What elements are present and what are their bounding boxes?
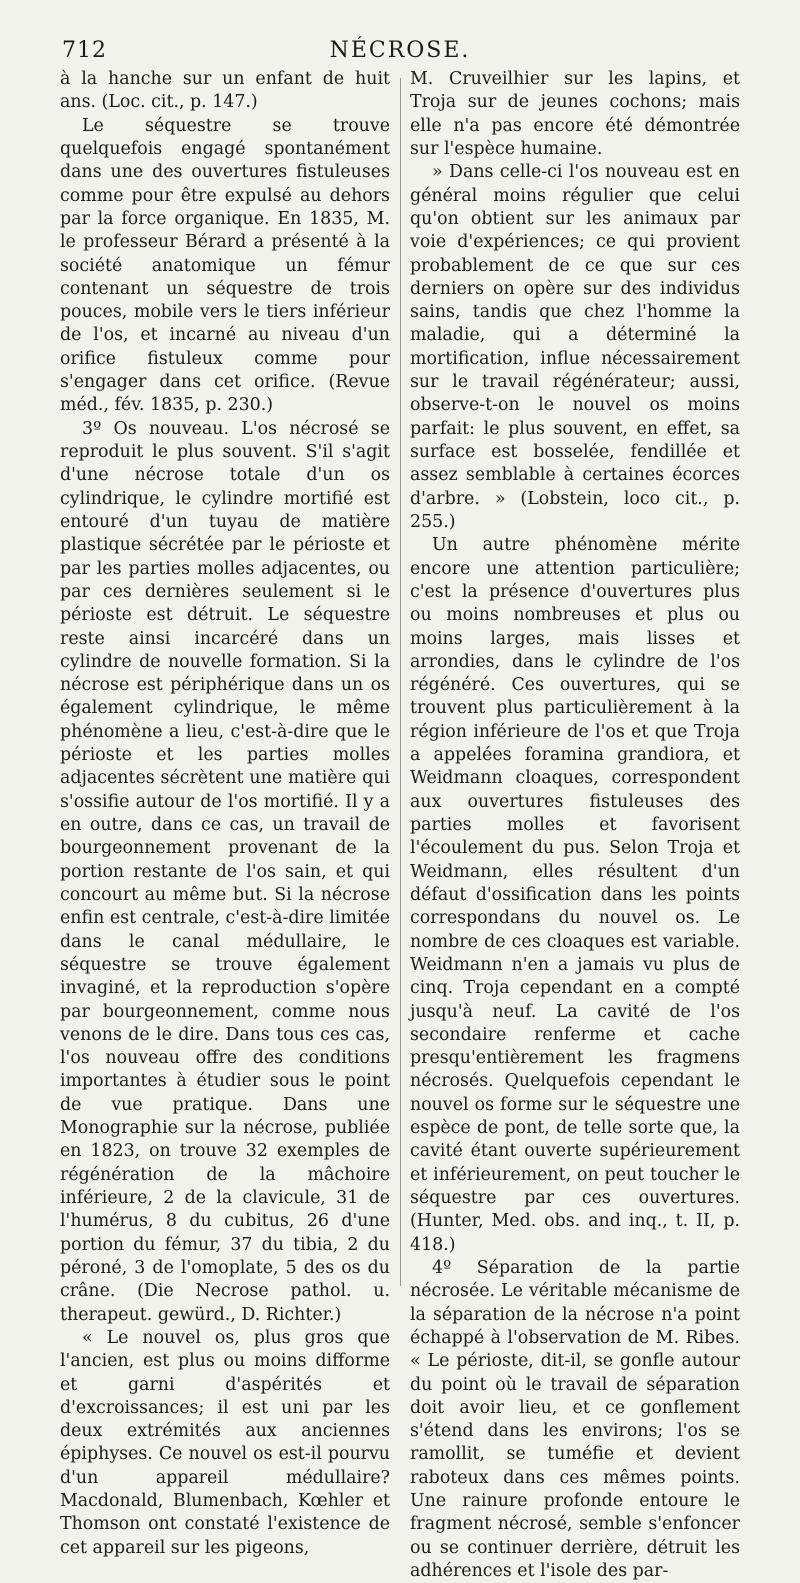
paragraph: Le séquestre se trouve quelquefois engagé spontanément dans une des ouvertures fistuleuses comme pour être expulsé au dehors par la force organique. En 1835, M. le professeur Bérard a présenté à la société anatomique un fémur contenant un séquestre de trois pouces, mobile vers le tiers inférieur de l'os, et incarné au niveau d'un orifice fistuleux comme pour s'engager dans cet orifice. (Revue méd., fév. 1835, p. 230.) <box>60 115 390 416</box>
right-column <box>410 68 740 1583</box>
column-divider <box>400 78 401 1286</box>
page-number: 712 <box>62 38 107 63</box>
running-title: NÉCROSE. <box>329 38 471 63</box>
paragraph: Un autre phénomène mérite encore une attention particulière; c'est la présence d'ouvertures plus ou moins nombreuses et plus ou moins larges, mais lisses et arrondies, dans le cylindre de l'os régénéré. Ces ouvertures, qui se trouvent plus particulièrement à la région inférieure de l'os et que Troja a appelées foramina grandiora, et Weidmann cloaques, correspondent aux ouvertures fistuleuses des parties molles et favorisent l'écoulement du pus. Selon Troja et Weidmann, elles résultent d'un défaut d'ossification dans les points correspondans du nouvel os. Le nombre de ces cloaques est variable. Weidmann n'en a jamais vu plus de cinq. Troja cependant en a compté jusqu'à neuf. La cavité de l'os secondaire renferme et cache presqu'entièrement les fragmens nécrosés. Quelquefois cependant le nouvel os forme sur le séquestre une espèce de pont, de telle sorte que, la cavité étant ouverte supérieurement et inférieurement, on peut toucher le séquestre par ces ouvertures. (Hunter, Med. obs. and inq., t. II, p. 418.) <box>410 535 740 1255</box>
paragraph: » Dans celle-ci l'os nouveau est en général moins régulier que celui qu'on obtient sur les animaux par voie d'expériences; ce qui provient probablement de ce que sur ces derniers on opère sur des individus sains, tandis que chez l'homme la maladie, qui a déterminé la mortification, influe nécessairement sur le travail régénérateur; aussi, observe-t-on le nouvel os moins parfait: le plus souvent, en effet, sa surface est bosselée, fendillée et assez semblable à certaines écorces d'arbre. » (Lobstein, loco cit., p. 255.) <box>410 162 740 532</box>
paragraph: M. Cruveilhier sur les lapins, et Troja sur de jeunes cochons; mais elle n'a pas encore été démontrée sur l'espèce humaine. <box>410 69 740 159</box>
paragraph: « Le nouvel os, plus gros que l'ancien, est plus ou moins difforme et garni d'aspérités et d'excroissances; il est uni par les deux extrémités aux anciennes épiphyses. Ce nouvel os est-il pourvu d'un appareil médullaire? Macdonald, Blumenbach, Kœhler et Thomson ont constaté l'existence de cet appareil sur les pigeons, <box>60 1327 390 1558</box>
page-header <box>62 38 738 70</box>
left-column <box>60 68 390 1560</box>
paragraph: 3º Os nouveau. L'os nécrosé se reproduit le plus souvent. S'il s'agit d'une nécrose totale d'un os cylindrique, le cylindre mortifié est entouré d'un tuyau de matière plastique sécrétée par le périoste et par les parties molles adjacentes, ou par ces dernières seulement si le périoste est détruit. Le séquestre reste ainsi incarcéré dans un cylindre de nouvelle formation. Si la nécrose est périphérique dans un os également cylindrique, le même phénomène a lieu, c'est-à-dire que le périoste et les parties molles adjacentes sécrètent une matière qui s'ossifie autour de l'os mortifié. Il y a en outre, dans ce cas, un travail de bourgeonnement provenant de la portion restante de l'os sain, et qui concourt au même but. Si la nécrose enfin est centrale, c'est-à-dire limitée dans le canal médullaire, le séquestre se trouve également invaginé, et la reproduction s'opère par bourgeonnement, comme nous venons de le dire. Dans tous ces cas, l'os nouveau offre des conditions importantes à étudier sous le point de vue pratique. Dans une Monographie sur la nécrose, publiée en 1823, on trouve 32 exemples de régénération de la mâchoire inférieure, 2 de la clavicule, 31 de l'humérus, 8 du cubitus, 26 d'une portion du fémur, 37 du tibia, 2 du péroné, 3 de l'omoplate, 5 des os du crâne. (Die Necrose pathol. u. therapeut. gewürd., D. Richter.) <box>60 418 390 1325</box>
paragraph: 4º Séparation de la partie nécrosée. Le véritable mécanisme de la séparation de la nécrose n'a point échappé à l'observation de M. Ribes. « Le périoste, dit-il, se gonfle autour du point où le travail de séparation doit avoir lieu, et ce gonflement s'étend dans les environs; l'os se ramollit, se tuméfie et devient raboteux dans ces mêmes points. Une rainure profonde entoure le fragment nécrosé, semble s'enfoncer ou se continuer derrière, détruit les adhérences et l'isole des par- <box>410 1257 740 1581</box>
paragraph: à la hanche sur un enfant de huit ans. (Loc. cit., p. 147.) <box>60 69 390 113</box>
